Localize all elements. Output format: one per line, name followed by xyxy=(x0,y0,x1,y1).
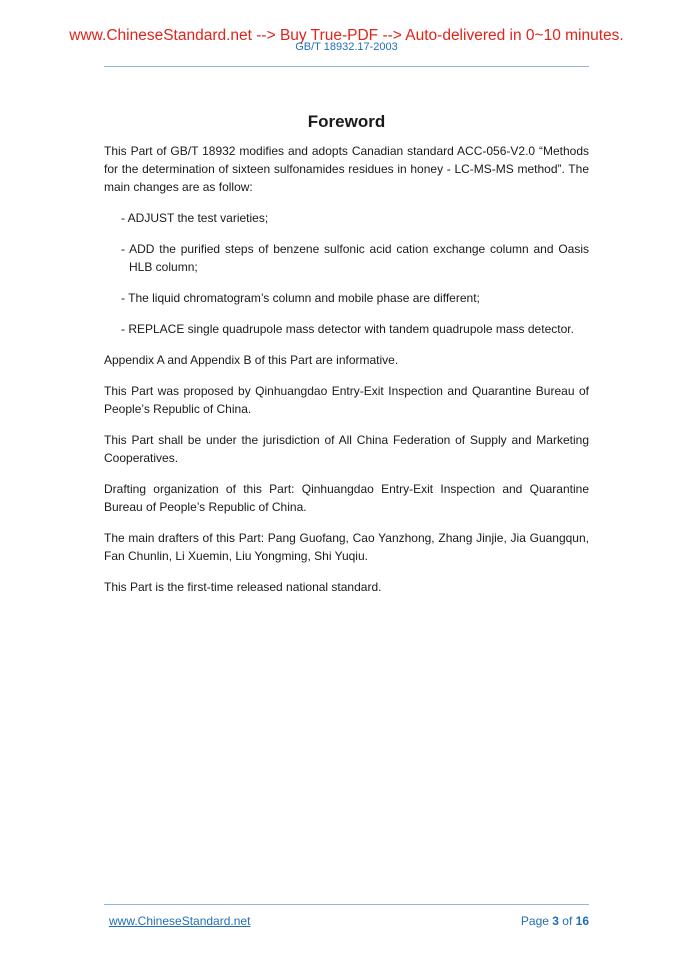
paragraph: This Part is the first-time released national standard. xyxy=(104,580,382,594)
page-prefix: Page xyxy=(520,914,553,928)
paragraph: Drafting organization of this Part: Qinhuangdao Entry-Exit Inspection and Quarantine Bureau of People’s Republic of China. xyxy=(104,482,589,514)
document-id: GB/T 18932.17-2003 xyxy=(295,41,398,53)
page-title: Foreword xyxy=(307,112,386,132)
footer-website-link[interactable]: www.ChineseStandard.net xyxy=(109,914,251,928)
list-item: - ADD the purified steps of benzene sulfonic acid cation exchange column and Oasis HLB column; xyxy=(121,242,589,274)
paragraph: This Part was proposed by Qinhuangdao Entry-Exit Inspection and Quarantine Bureau of People’s Republic of China. xyxy=(104,384,589,416)
page-current: 3 xyxy=(552,914,559,928)
list-item: - REPLACE single quadrupole mass detector with tandem quadrupole mass detector. xyxy=(121,322,574,336)
page-of: of xyxy=(558,914,576,928)
page-number xyxy=(521,913,589,929)
paragraph: The main drafters of this Part: Pang Guofang, Cao Yanzhong, Zhang Jinjie, Jia Guangqun, Fan Chunlin, Li Xuemin, Liu Yongming, Shi Yuqiu. xyxy=(104,531,589,563)
intro-paragraph: This Part of GB/T 18932 modifies and adopts Canadian standard ACC-056-V2.0 “Methods for the determination of sixteen sulfonamides residues in honey - LC-MS-MS method”. The main changes are as follow: xyxy=(104,144,589,194)
paragraph: Appendix A and Appendix B of this Part are informative. xyxy=(104,353,399,367)
list-item: - The liquid chromatogram’s column and mobile phase are different; xyxy=(121,291,480,305)
footer-divider xyxy=(104,904,589,905)
list-item: - ADJUST the test varieties; xyxy=(121,211,269,225)
page-total: 16 xyxy=(575,914,589,928)
header-banner-link[interactable]: www.ChineseStandard.net --> Buy True-PDF --> Auto-delivered in 0~10 minutes. xyxy=(69,27,624,44)
header-divider xyxy=(104,66,589,67)
changes-list xyxy=(104,209,589,338)
foreword-body xyxy=(104,142,589,609)
paragraph: This Part shall be under the jurisdiction of All China Federation of Supply and Marketing Cooperatives. xyxy=(104,433,589,465)
